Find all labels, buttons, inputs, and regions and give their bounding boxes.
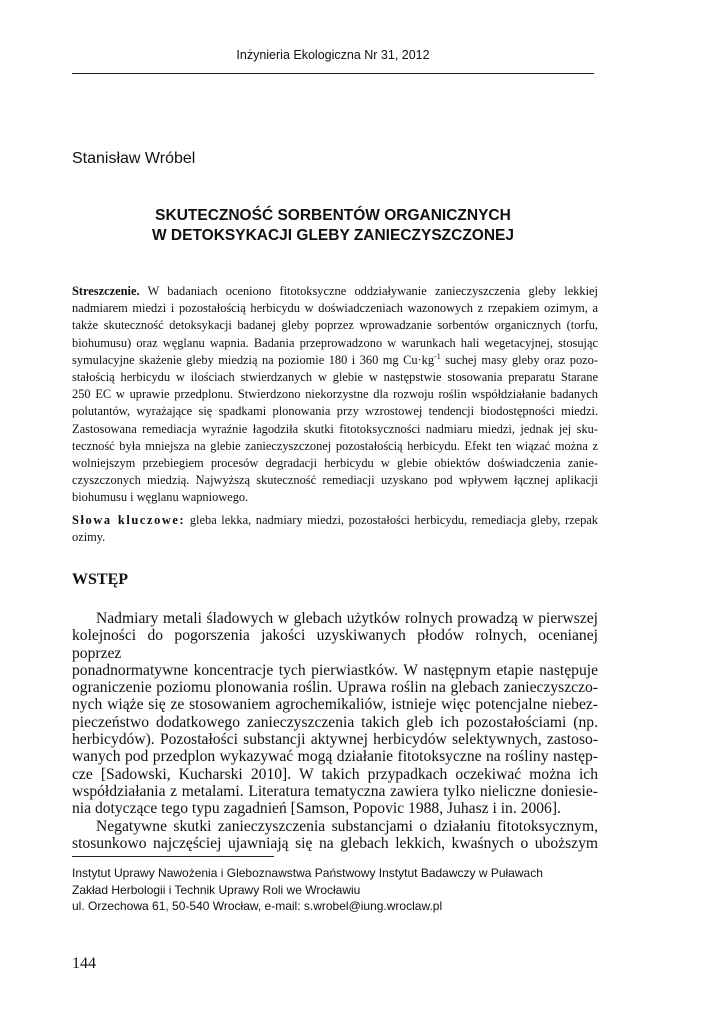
body-line: stosunkowo najczęściej ujawniają się na glebach lekkich, kwaśnych o uboższym — [72, 834, 598, 852]
footnote-line: ul. Orzechowa 61, 50-540 Wrocław, e-mail: s.wrobel@iung.wroclaw.pl — [72, 899, 443, 913]
body-line: Nadmiary metali śladowych w glebach użytków rolnych prowadzą w pierwszej — [96, 610, 598, 627]
abstract-line: teczność była mniejsza na glebie zanieczyszczonej pozostałością herbicydu. Efekt ten wiązać można z — [72, 438, 598, 453]
abstract-line: także skuteczność detoksykacji badanej gleby poprzez wprowadzanie sorbentów organicznych (torfu, — [72, 318, 598, 333]
journal-header: Inżynieria Ekologiczna Nr 31, 2012 — [236, 48, 430, 62]
abstract-line: 250 EC w uprawie przedplonu. Stwierdzono niekorzystne dla rozwoju roślin współdziałanie badanych — [72, 387, 598, 402]
body-line: współdziałania z metalami. Literatura tematyczna zawiera tylko nieliczne doniesie- — [72, 782, 598, 800]
title-line: SKUTECZNOŚĆ SORBENTÓW ORGANICZNYCH — [155, 207, 511, 224]
section-heading: WSTĘP — [72, 571, 129, 588]
abstract-line: Zastosowana remediacja wyraźnie łagodziła skutki fitotoksyczności nadmiaru miedzi, jednak jej sku- — [72, 421, 598, 436]
abstract-line: stałością herbicydu w ilościach stwierdzanych w glebie w następstwie stosowania preparatu Starane — [72, 370, 598, 385]
keywords-list: gleba lekka, nadmiary miedzi, pozostałości herbicydu, remediacja gleby, rzepak — [189, 513, 598, 527]
body-line: Negatywne skutki zanieczyszczenia substancjami o działaniu fitotoksycznym, — [96, 817, 598, 835]
article-title — [72, 206, 594, 246]
footnote-line: Instytut Uprawy Nawożenia i Gleboznawstwa Państwowy Instytut Badawczy w Puławach — [72, 866, 543, 880]
abstract-first-line: W badaniach oceniono fitotoksyczne oddziaływanie zanieczyszczenia gleby lekkiej — [147, 284, 598, 298]
keywords — [72, 512, 598, 546]
body-text — [72, 610, 598, 852]
body-line: nia dotyczące tego typu zagadnień [Samson, Popovic 1988, Juhasz i in. 2006]. — [72, 800, 561, 818]
body-line: herbicydów). Pozostałości substancji aktywnej herbicydów selektywnych, zastoso- — [72, 731, 598, 749]
body-line: ponadnormatywne koncentracje tych pierwiastków. W następnym etapie następuje — [72, 661, 598, 679]
body-line: kolejności do pogorszenia jakości uzyskiwanych płodów rolnych, ocenianej poprzez — [72, 627, 598, 662]
page-number: 144 — [72, 955, 96, 972]
footnote — [72, 865, 543, 915]
abstract-line5-before: symulacyjne skażenie gleby miedzią na poziomie 180 i 360 mg Cu·kg — [72, 352, 435, 367]
title-line: W DETOKSYKACJI GLEBY ZANIECZYSZCZONEJ — [152, 227, 514, 244]
keywords-line: ozimy. — [72, 530, 106, 545]
footnote-rule — [72, 856, 274, 857]
abstract-line: biohumusu i węglanu wapniowego. — [72, 490, 249, 505]
abstract-line: wolniejszym przebiegiem procesów degradacji herbicydu w glebie obiektów doświadczenia zanie- — [72, 456, 598, 471]
abstract-line — [72, 283, 598, 300]
body-line: cze [Sadowski, Kucharski 2010]. W takich przypadkach oczekiwać można ich — [72, 765, 598, 783]
body-line: pieczeństwo dodatkowego zanieczyszczenia takich gleb ich pozostałościami (np. — [72, 713, 598, 731]
keywords-line — [72, 512, 598, 529]
abstract-line: nadmiarem miedzi i pozostałością herbicydu w doświadczeniach wazonowych z rzepakiem ozimym, a — [72, 301, 598, 316]
unit-superscript: -1 — [434, 351, 441, 361]
abstract-line5-after: suchej masy gleby oraz pozo- — [440, 352, 599, 367]
header-rule — [72, 73, 594, 74]
body-line: wanych pod przedplon wykazywać mogą działanie fitotoksyczne na rośliny następ- — [72, 748, 598, 766]
author-name: Stanisław Wróbel — [72, 150, 196, 167]
abstract-line — [72, 352, 598, 369]
keywords-label: Słowa kluczowe: — [72, 513, 186, 527]
footnote-line: Zakład Herbologii i Technik Uprawy Roli we Wrocławiu — [72, 882, 361, 897]
abstract-line: czyszczonych miedzią. Najwyższą skuteczność remediacji uzyskano pod wpływem łącznej aplikacji — [72, 473, 598, 488]
abstract-line: polutantów, wyrażające się spadkami plonowania przy wzrostowej tendencji biodostępności miedzi. — [72, 404, 598, 419]
abstract-label: Streszczenie. — [72, 284, 140, 298]
body-line: nych wiąże się ze stosowaniem agrochemikaliów, istnieje więc potencjalne niebez- — [72, 696, 598, 714]
abstract — [72, 283, 598, 507]
body-line: ograniczenie poziomu plonowania roślin. Uprawa roślin na glebach zanieczyszczo- — [72, 679, 598, 697]
abstract-line: biohumusu) oraz węglanu wapnia. Badania przeprowadzono w warunkach hali wegetacyjnej, stosując — [72, 335, 598, 350]
